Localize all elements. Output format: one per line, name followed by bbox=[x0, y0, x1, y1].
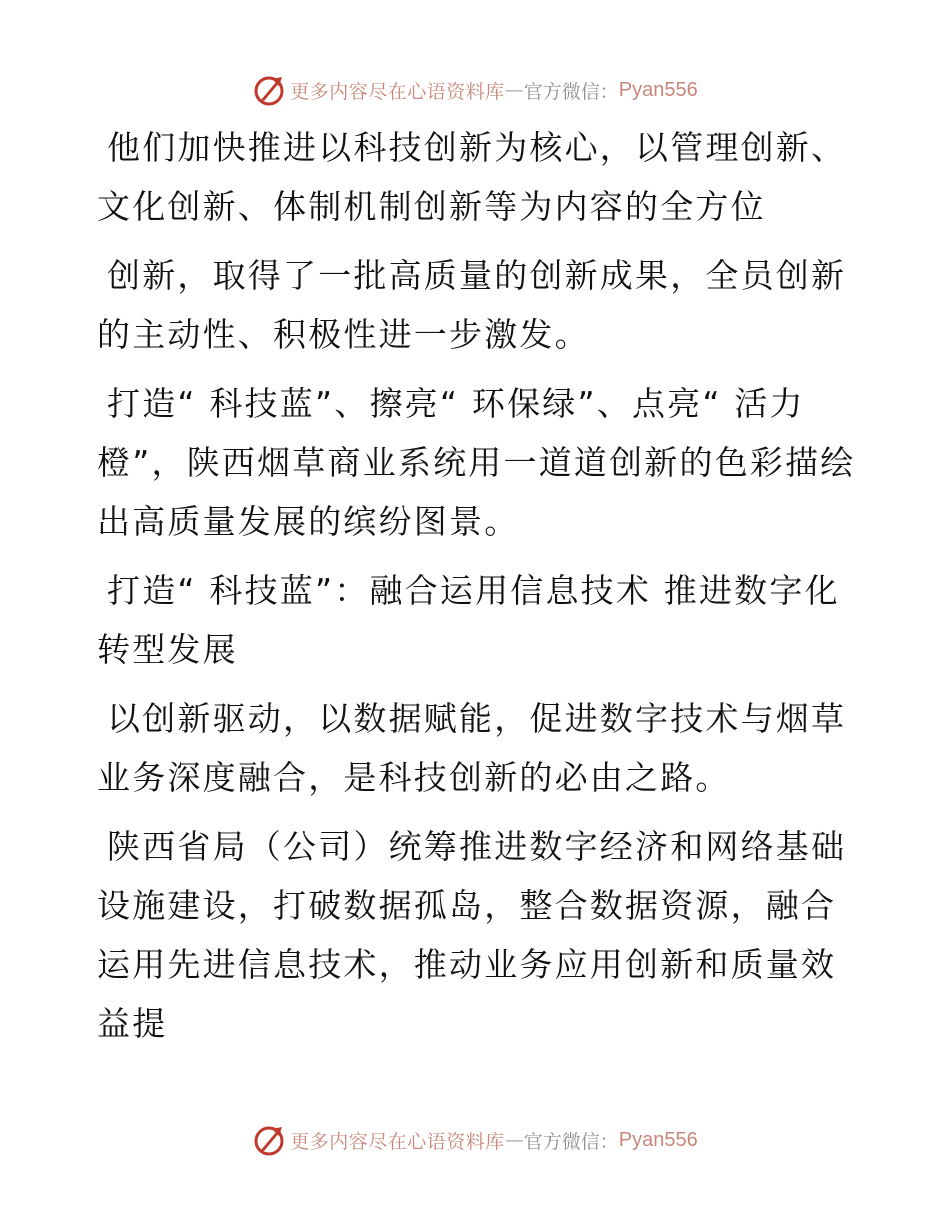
watermark-text: 更多内容尽在心语资料库 bbox=[290, 80, 505, 103]
paragraph-2: 创新，取得了一批高质量的创新成果，全员创新的主动性、积极性进一步激发。 bbox=[97, 256, 847, 354]
document-body bbox=[97, 118, 857, 1063]
paragraph-6: 陕西省局（公司）统筹推进数字经济和网络基础设施建设，打破数据孤岛，整合数据资源，融合运用先进信息技术，推动业务应用创新和质量效益提 bbox=[97, 827, 847, 1043]
quill-logo-icon bbox=[252, 73, 286, 107]
footer-watermark bbox=[0, 1120, 950, 1160]
watermark-wechat-label: 官方微信： bbox=[523, 1130, 619, 1153]
watermark-separator: — bbox=[504, 1129, 524, 1151]
header-watermark bbox=[0, 70, 950, 110]
quill-logo-icon bbox=[252, 1123, 286, 1157]
watermark-wechat-label: 官方微信： bbox=[523, 80, 619, 103]
section-heading: 打造“ 科技蓝”：融合运用信息技术 推进数字化转型发展 bbox=[97, 571, 840, 669]
watermark-separator: — bbox=[504, 79, 524, 101]
watermark-wechat-id: Pyan556 bbox=[618, 78, 698, 101]
watermark-text: 更多内容尽在心语资料库 bbox=[290, 1130, 505, 1153]
paragraph-5: 以创新驱动，以数据赋能，促进数字技术与烟草业务深度融合，是科技创新的必由之路。 bbox=[97, 699, 847, 797]
paragraph-3: 打造“ 科技蓝”、擦亮“ 环保绿”、点亮“ 活力橙”，陕西烟草商业系统用一道道创新的色彩描绘出高质量发展的缤纷图景。 bbox=[97, 384, 856, 541]
watermark-wechat-id: Pyan556 bbox=[618, 1128, 698, 1151]
paragraph-1: 他们加快推进以科技创新为核心，以管理创新、文化创新、体制机制创新等为内容的全方位 bbox=[97, 128, 847, 226]
